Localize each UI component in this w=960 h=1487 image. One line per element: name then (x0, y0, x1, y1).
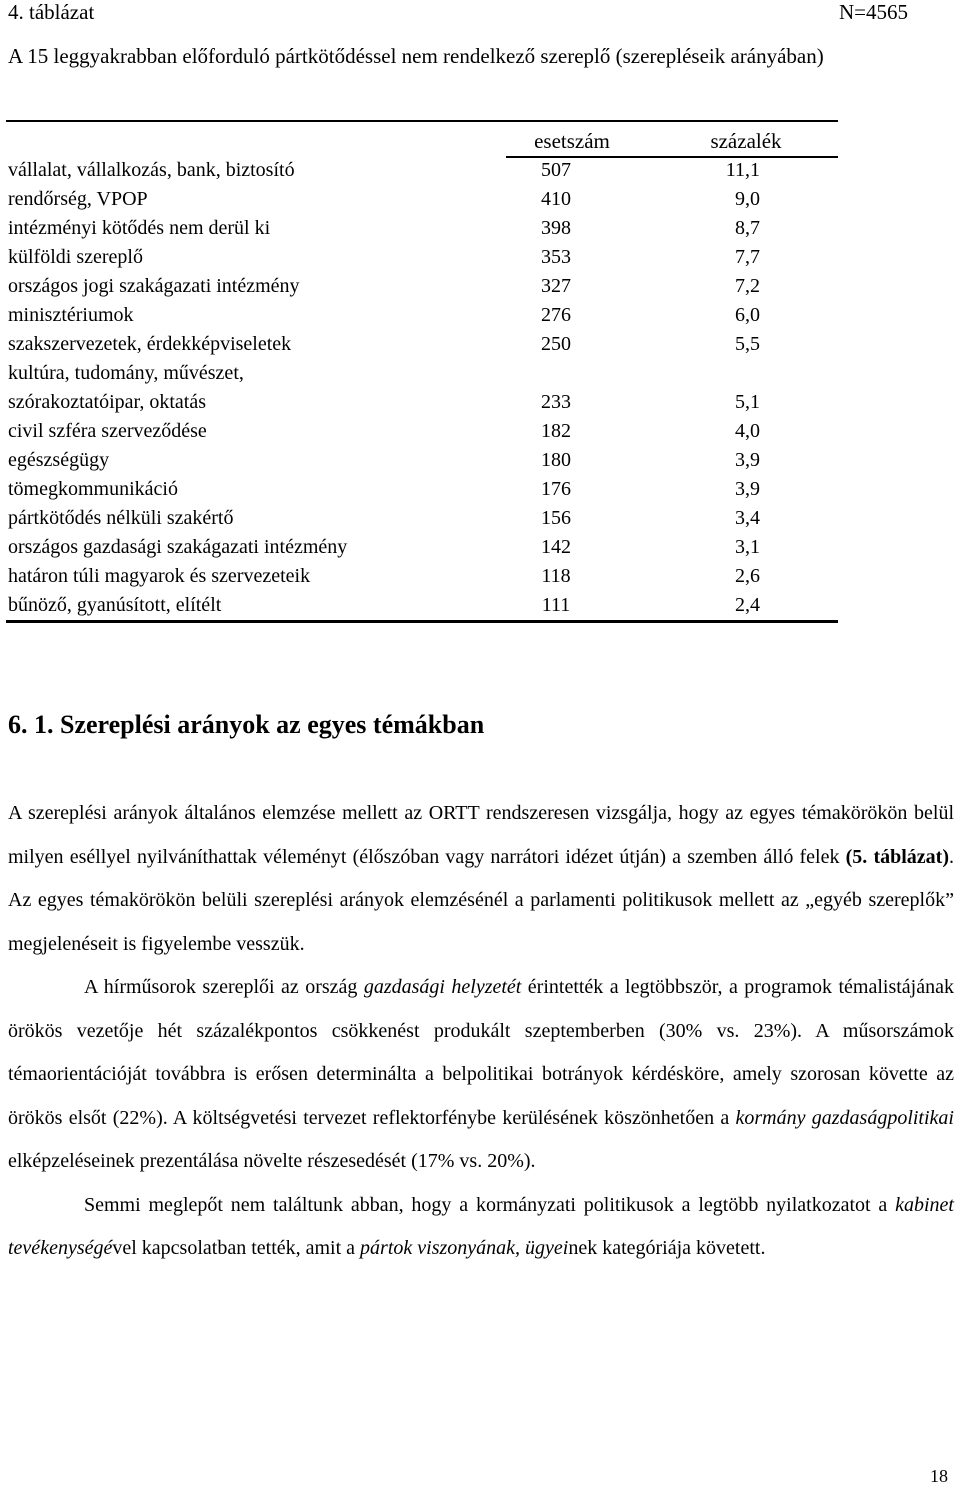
row-label: külföldi szereplő (8, 246, 143, 268)
row-label: bűnöző, gyanúsított, elítélt (8, 594, 222, 616)
row-count: 507 (541, 159, 571, 181)
row-count: 276 (541, 304, 571, 326)
row-count: 111 (541, 594, 571, 616)
paragraph-2 (8, 966, 954, 1184)
row-label: civil szféra szerveződése (8, 420, 207, 442)
column-header-percent: százalék (710, 129, 782, 153)
row-percent: 3,9 (735, 449, 760, 471)
p3-italic-2: pártok viszonyának, ügyei (360, 1237, 569, 1259)
table-row (6, 535, 838, 564)
table-body (6, 158, 838, 622)
row-percent: 3,1 (735, 536, 760, 558)
p2-text-c: elképzeléseinek prezentálása növelte részesedését (17% vs. 20%). (8, 1150, 536, 1172)
p3-text-b: vel kapcsolatban tették, amit a (112, 1237, 361, 1259)
table-row (6, 158, 838, 187)
row-count: 250 (541, 333, 571, 355)
row-count: 327 (541, 275, 571, 297)
table-row (6, 245, 838, 274)
p2-italic-2: kormány gazdaságpolitikai (735, 1106, 954, 1129)
row-percent: 3,9 (735, 478, 760, 500)
row-percent: 2,4 (735, 594, 760, 616)
paragraph-3 (8, 1184, 954, 1271)
paragraph-1 (8, 792, 954, 966)
body-text (8, 792, 954, 1271)
row-percent: 2,6 (735, 565, 760, 587)
table-row (6, 274, 838, 303)
table-row (6, 187, 838, 216)
row-label: minisztériumok (8, 304, 134, 326)
row-percent: 5,5 (735, 333, 760, 355)
row-count: 118 (541, 565, 571, 587)
column-header-count: esetszám (534, 129, 610, 153)
p3-text-a: Semmi meglepőt nem találtunk abban, hogy a kormányzati politikusok a legtöbb nyilatkozatot a (84, 1193, 896, 1216)
row-label: intézményi kötődés nem derül ki (8, 217, 271, 239)
row-count: 398 (541, 217, 571, 239)
table-row (6, 361, 838, 419)
row-percent: 7,7 (735, 246, 760, 268)
row-count: 176 (541, 478, 571, 500)
table-label: 4. táblázat (8, 0, 95, 24)
p2-text-a: A hírműsorok szereplői az ország (84, 976, 364, 998)
table-reference: (5. táblázat) (845, 845, 949, 868)
row-label: szakszervezetek, érdekképviseletek (8, 333, 292, 355)
section-title: 6. 1. Szereplési arányok az egyes témákban (8, 710, 485, 739)
row-label: rendőrség, VPOP (8, 188, 148, 210)
page-number: 18 (930, 1466, 948, 1486)
table-row (6, 448, 838, 477)
row-count: 410 (541, 188, 571, 210)
p2-italic-1: gazdasági helyzetét (363, 976, 522, 998)
table-row (6, 332, 838, 361)
row-count: 180 (541, 449, 571, 471)
row-percent: 7,2 (735, 275, 760, 297)
row-label: vállalat, vállalkozás, bank, biztosító (8, 159, 295, 181)
table-row (6, 506, 838, 535)
sample-size: N=4565 (838, 0, 908, 24)
table-top-rule (6, 120, 838, 122)
table-row (6, 303, 838, 332)
p1-text-a: A szereplési arányok általános elemzése mellett az ORTT rendszeresen vizsgálja, hogy az egyes témakörökön belül milyen eséllyel nyilváníthattak véleményt (élőszóban vagy narrátori idézet útján) a szemben álló felek (8, 802, 954, 868)
row-percent: 4,0 (735, 420, 760, 442)
p2-text-b: érintették a legtöbbször, a programok témalistájának örökös vezetője hét százalékpontos csökkenést produkált szeptemberben (30% vs. 23%). A műsorszámok témaorientációját továbbra is erősen determinálta a belpolitikai botrányok kérdésköre, amely szorosan követte az örökös elsőt (22%). A költségvetési tervezet reflektorfénybe kerülésének köszönhetően a (8, 976, 954, 1129)
row-label: pártkötődés nélküli szakértő (8, 507, 234, 529)
table-row (6, 564, 838, 593)
row-count: 156 (541, 507, 571, 529)
row-label: tömegkommunikáció (8, 478, 178, 500)
table-row (6, 477, 838, 506)
row-label (8, 359, 488, 417)
table-row (6, 216, 838, 245)
row-count: 142 (541, 536, 571, 558)
row-label: egészségügy (8, 449, 110, 471)
table-row (6, 593, 838, 622)
row-percent: 9,0 (735, 188, 760, 210)
table-caption: A 15 leggyakrabban előforduló pártkötődéssel nem rendelkező szereplő (szerepléseik arányában) (8, 44, 824, 68)
row-label: országos gazdasági szakágazati intézmény (8, 536, 348, 558)
table-header (8, 0, 908, 26)
row-label-line2: szórakoztatóipar, oktatás (8, 391, 207, 413)
row-count: 182 (541, 420, 571, 442)
p1-text-b: . Az egyes témakörökön belüli szereplési arányok elemzésénél a parlamenti politikusok mellett az „egyéb szereplők” megjelenéseit is figyelembe vesszük. (8, 845, 954, 955)
row-percent: 8,7 (735, 217, 760, 239)
row-count: 233 (541, 391, 571, 413)
row-percent: 3,4 (735, 507, 760, 529)
p3-text-c: nek kategóriája követett. (568, 1237, 766, 1259)
row-percent: 11,1 (725, 159, 760, 181)
row-label: országos jogi szakágazati intézmény (8, 275, 300, 297)
row-percent: 5,1 (735, 391, 760, 413)
row-percent: 6,0 (735, 304, 760, 326)
row-label-line1: kultúra, tudomány, művészet, (8, 362, 244, 384)
row-label: határon túli magyarok és szervezeteik (8, 565, 311, 587)
table-bottom-rule (6, 620, 838, 623)
table-row (6, 419, 838, 448)
p3-italic-1: kabinet tevékenységé (8, 1193, 954, 1259)
row-count: 353 (541, 246, 571, 268)
